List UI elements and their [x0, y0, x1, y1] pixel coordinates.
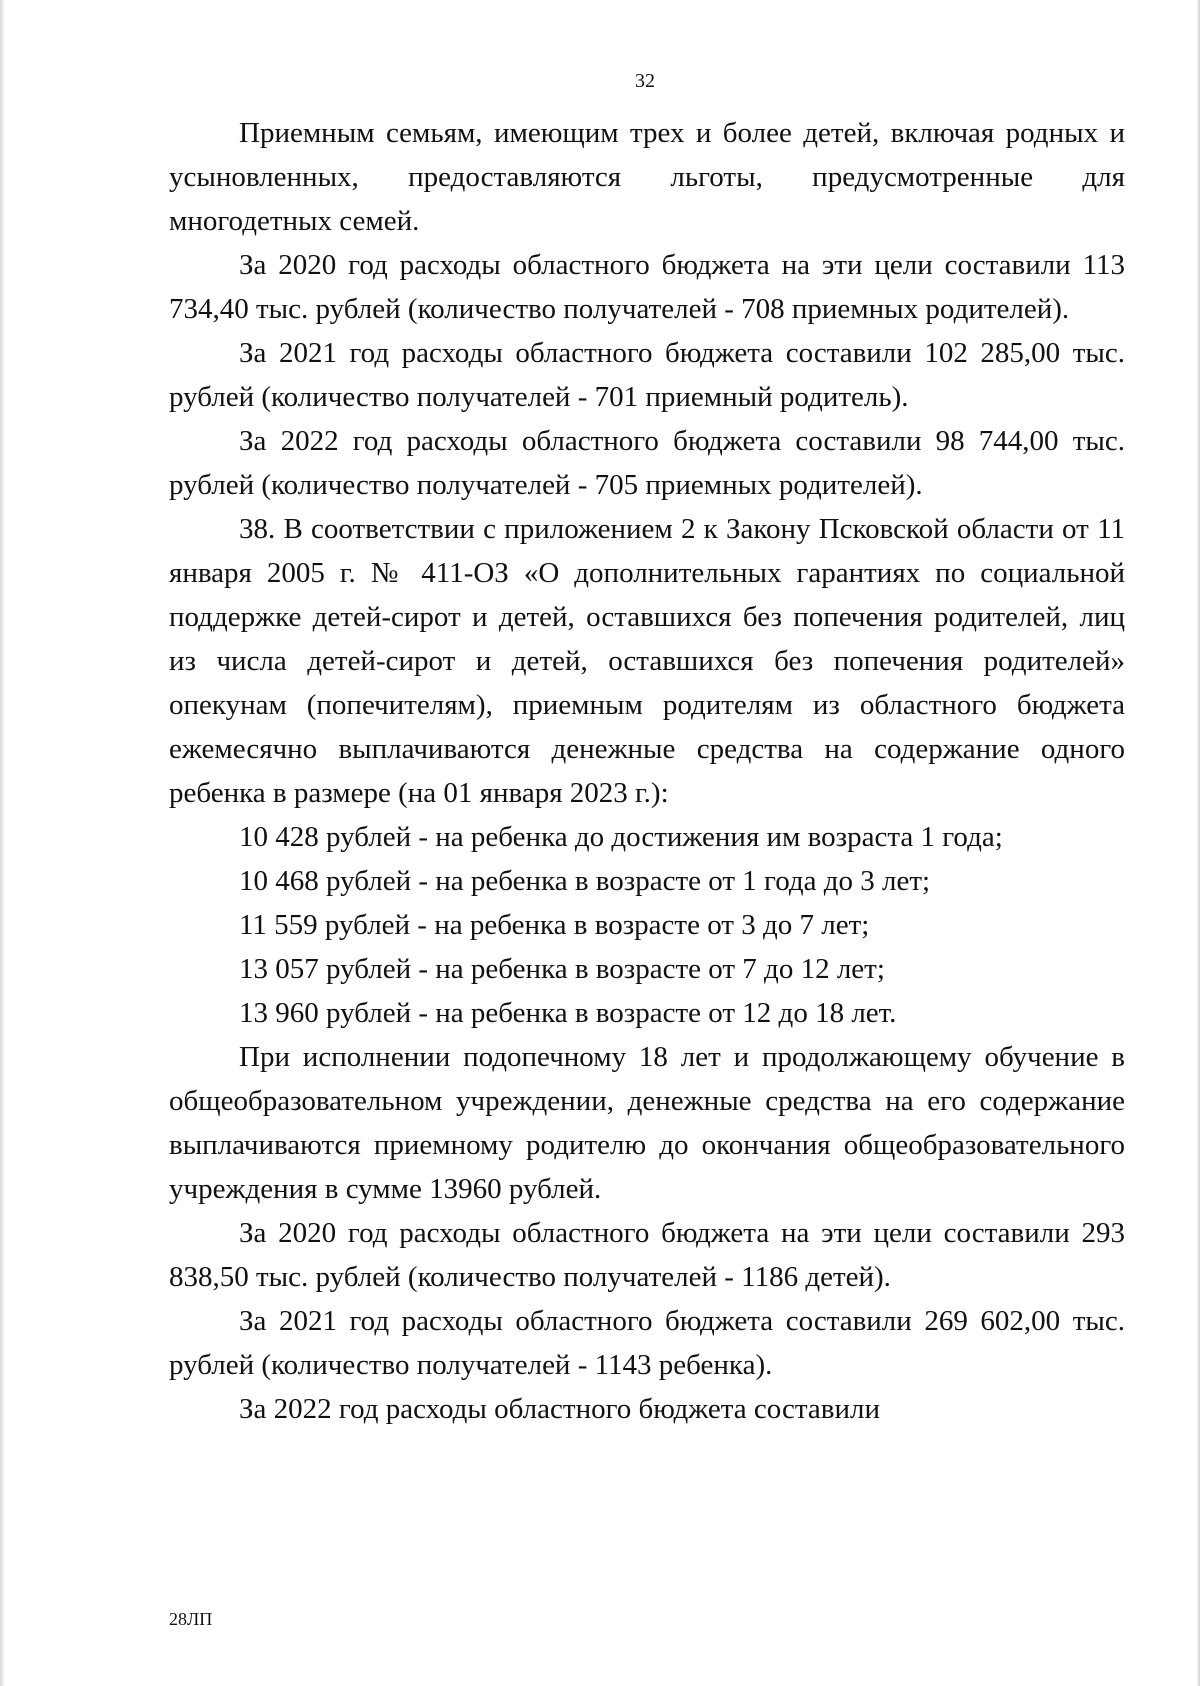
paragraph-expenses-2020: За 2020 год расходы областного бюджета на эти цели составили 113 734,40 тыс. рублей (количество получателей - 708 приемных родителей). [169, 249, 1125, 325]
paragraph-child-expenses-2020: За 2020 год расходы областного бюджета на эти цели составили 293 838,50 тыс. рублей (количество получателей - 1186 детей). [169, 1217, 1125, 1293]
paragraph-foster-benefits: Приемным семьям, имеющим трех и более детей, включая родных и усыновленных, предоставляются льготы, предусмотренные для многодетных семей. [169, 117, 1125, 237]
document-body [169, 111, 1125, 1431]
payment-line-12-to-18: 13 960 рублей - на ребенка в возрасте от 12 до 18 лет. [239, 997, 897, 1029]
paragraph-over-18: При исполнении подопечному 18 лет и продолжающему обучение в общеобразовательном учреждении, денежные средства на его содержание выплачиваются приемному родителю до окончания общеобразовательного учреждения в сумме 13960 рублей. [169, 1041, 1125, 1205]
payment-line-under-1: 10 428 рублей - на ребенка до достижения им возраста 1 года; [239, 821, 1003, 853]
payment-line-7-to-12: 13 057 рублей - на ребенка в возрасте от 7 до 12 лет; [239, 953, 885, 985]
page-number: 32 [635, 70, 655, 92]
paragraph-expenses-2021: За 2021 год расходы областного бюджета составили 102 285,00 тыс. рублей (количество получателей - 701 приемный родитель). [169, 337, 1125, 413]
paragraph-law-38: 38. В соответствии с приложением 2 к Закону Псковской области от 11 января 2005 г. № 411-ОЗ «О дополнительных гарантиях по социальной поддержке детей-сирот и детей, оставшихся без попечения родителей, лиц из числа детей-сирот и детей, оставшихся без попечения родителей» опекунам (попечителям), приемным родителям из областного бюджета ежемесячно выплачиваются денежные средства на содержание одного ребенка в размере (на 01 января 2023 г.): [169, 513, 1125, 809]
paragraph-child-expenses-2021: За 2021 год расходы областного бюджета составили 269 602,00 тыс. рублей (количество получателей - 1143 ребенка). [169, 1305, 1125, 1381]
paragraph-child-expenses-2022: За 2022 год расходы областного бюджета составили [239, 1393, 880, 1425]
payment-line-1-to-3: 10 468 рублей - на ребенка в возрасте от 1 года до 3 лет; [239, 865, 931, 897]
paragraph-expenses-2022: За 2022 год расходы областного бюджета составили 98 744,00 тыс. рублей (количество получателей - 705 приемных родителей). [169, 425, 1125, 501]
footer-document-code: 28ЛП [169, 1609, 213, 1629]
payment-line-3-to-7: 11 559 рублей - на ребенка в возрасте от 3 до 7 лет; [239, 909, 870, 941]
scan-edge-left [0, 0, 4, 1686]
